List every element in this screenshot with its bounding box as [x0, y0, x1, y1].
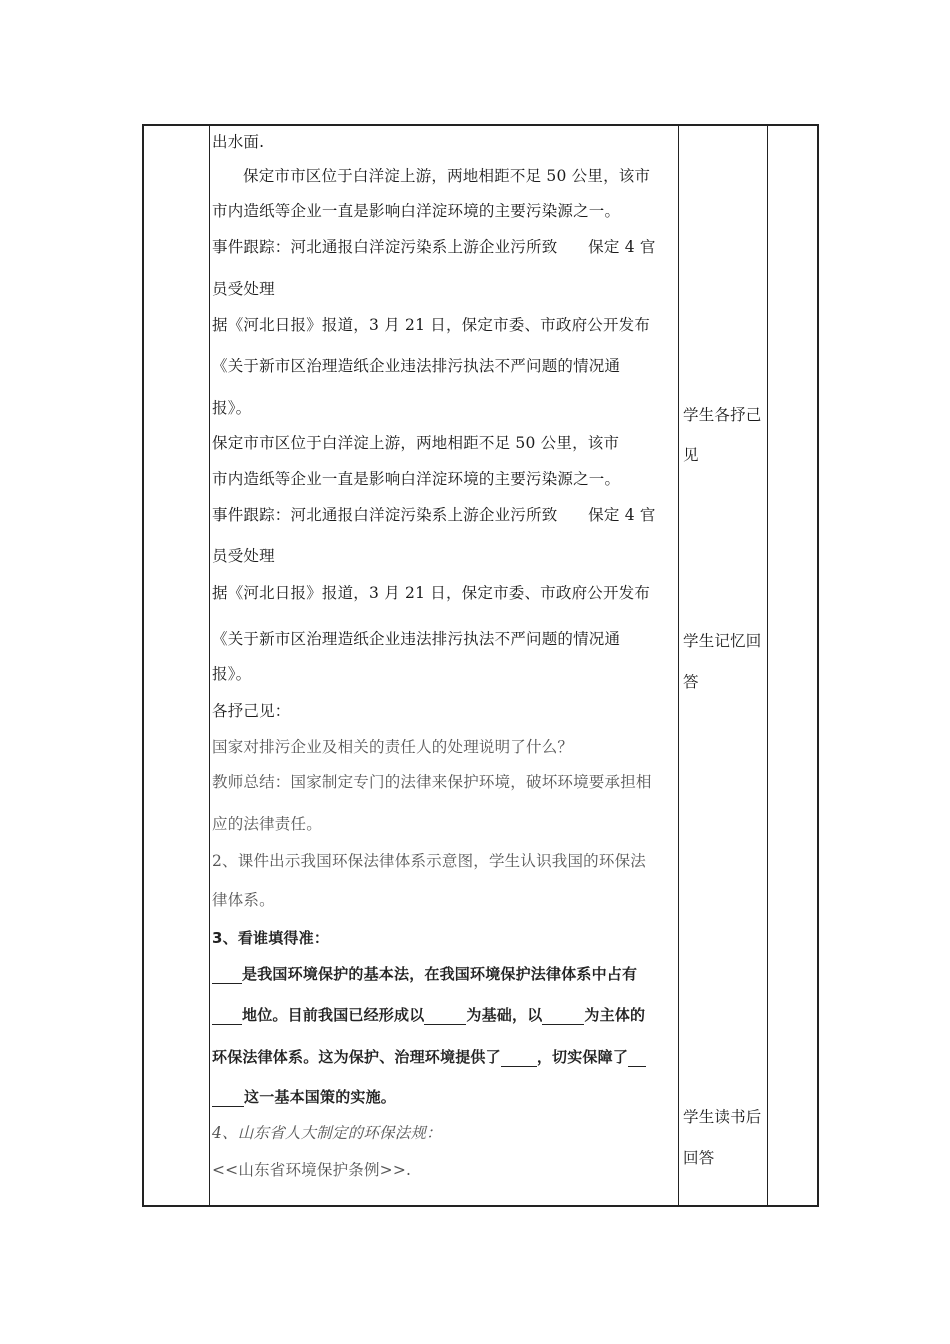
quiz-line: 这一基本国策的实施。	[212, 1087, 396, 1107]
content-line: 报》。	[212, 399, 252, 417]
fill-blank[interactable]	[501, 1049, 537, 1067]
fill-blank[interactable]	[628, 1049, 646, 1067]
content-line: 2、课件出示我国环保法律体系示意图，学生认识我国的环保法	[212, 852, 646, 870]
section4-title: 4、山东省人大制定的环保法规：	[212, 1124, 442, 1142]
content-line: 出水面.	[212, 133, 265, 151]
quiz-line: 地位。目前我国已经形成以 为基础，以 为主体的	[212, 1005, 645, 1025]
content-line: 员受处理	[212, 547, 275, 565]
column-divider	[678, 124, 679, 1207]
content-line: 事件跟踪：河北通报白洋淀污染系上游企业污所致 保定 4 官	[212, 238, 656, 256]
side-note: 学生读书后	[683, 1108, 762, 1126]
content-line: 员受处理	[212, 280, 275, 298]
fill-blank[interactable]	[542, 1007, 584, 1025]
side-note: 答	[683, 673, 699, 691]
content-line: 保定市市区位于白洋淀上游，两地相距不足 50 公里，该市	[243, 167, 651, 185]
fill-blank[interactable]	[424, 1007, 466, 1025]
section4-item: <<山东省环境保护条例>>.	[212, 1161, 412, 1179]
quiz-line: 是我国环境保护的基本法，在我国环境保护法律体系中占有	[212, 964, 637, 984]
side-note: 学生记忆回	[683, 632, 762, 650]
content-line: 国家对排污企业及相关的责任人的处理说明了什么？	[212, 738, 574, 756]
fill-blank[interactable]	[212, 1007, 242, 1025]
content-line: 据《河北日报》报道，3 月 21 日，保定市委、市政府公开发布	[212, 316, 651, 334]
column-divider	[209, 124, 210, 1207]
content-line: 市内造纸等企业一直是影响白洋淀环境的主要污染源之一。	[212, 202, 621, 220]
column-divider	[767, 124, 768, 1207]
content-line: 教师总结：国家制定专门的法律来保护环境，破坏环境要承担相	[212, 773, 652, 791]
side-note: 回答	[683, 1149, 715, 1167]
content-line: 据《河北日报》报道，3 月 21 日，保定市委、市政府公开发布	[212, 584, 651, 602]
fill-blank[interactable]	[212, 966, 242, 984]
content-line: 各抒己见：	[212, 702, 291, 720]
content-line: 保定市市区位于白洋淀上游，两地相距不足 50 公里，该市	[212, 434, 620, 452]
side-note: 见	[683, 446, 699, 464]
quiz-line: 环保法律体系。这为保护、治理环境提供了 ，切实保障了	[212, 1047, 646, 1067]
side-note: 学生各抒己	[683, 406, 762, 424]
content-line: 《关于新市区治理造纸企业违法排污执法不严问题的情况通	[212, 630, 621, 648]
content-line: 报》。	[212, 665, 252, 683]
fill-blank[interactable]	[212, 1089, 244, 1107]
content-line: 应的法律责任。	[212, 815, 322, 833]
quiz-title: 3、看谁填得准：	[212, 929, 330, 947]
content-line: 市内造纸等企业一直是影响白洋淀环境的主要污染源之一。	[212, 470, 621, 488]
content-line: 律体系。	[212, 891, 275, 909]
content-line: 《关于新市区治理造纸企业违法排污执法不严问题的情况通	[212, 357, 621, 375]
content-line: 事件跟踪：河北通报白洋淀污染系上游企业污所致 保定 4 官	[212, 506, 656, 524]
